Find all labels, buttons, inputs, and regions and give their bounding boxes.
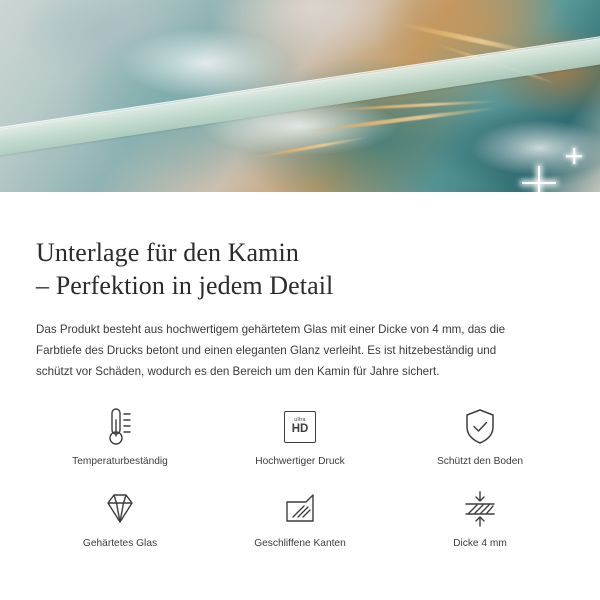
feature-grid (30, 405, 570, 563)
feature-label: Gehärtetes Glas (82, 537, 158, 549)
feature-label: Temperaturbeständig (72, 455, 168, 467)
content-section (0, 212, 600, 563)
page-title-line-2: – Perfektion in jedem Detail (36, 271, 334, 301)
hero-image (0, 0, 600, 212)
feature-item (390, 487, 570, 563)
feature-item (210, 487, 390, 563)
feature-label: Dicke 4 mm (453, 537, 507, 549)
glass-panel-edge (0, 132, 600, 212)
body-paragraph: Das Produkt besteht aus hochwertigem gehärtetem Glas mit einer Dicke von 4 mm, das die Farbtiefe des Drucks betont und einen eleganten Glanz verleiht. Es ist hitzebeständig und schützt vor Schäden, wodurch es den Bereich um den Kamin für Jahre sichert. (36, 322, 506, 379)
image-crop-mask (0, 191, 600, 212)
page-title-line-1: Unterlage für den Kamin (36, 238, 299, 267)
thermometer-icon (98, 405, 142, 449)
diamond-icon (98, 487, 142, 531)
feature-label: Schützt den Boden (436, 455, 524, 467)
shield-check-icon (460, 405, 500, 449)
feature-item (30, 405, 210, 481)
feature-item (390, 405, 570, 481)
feature-item (210, 405, 390, 481)
feature-label: Geschliffene Kanten (254, 537, 346, 549)
ultra-hd-icon (284, 405, 316, 449)
polished-edges-icon (280, 487, 320, 531)
feature-item (30, 487, 210, 563)
ultra-hd-top-text: ultra (294, 416, 306, 423)
page-title (36, 236, 564, 303)
sparkle-icon (566, 148, 582, 164)
thickness-arrows-icon (459, 487, 501, 531)
ultra-hd-bottom-text: HD (291, 423, 309, 436)
feature-label: Hochwertiger Druck (255, 455, 345, 467)
